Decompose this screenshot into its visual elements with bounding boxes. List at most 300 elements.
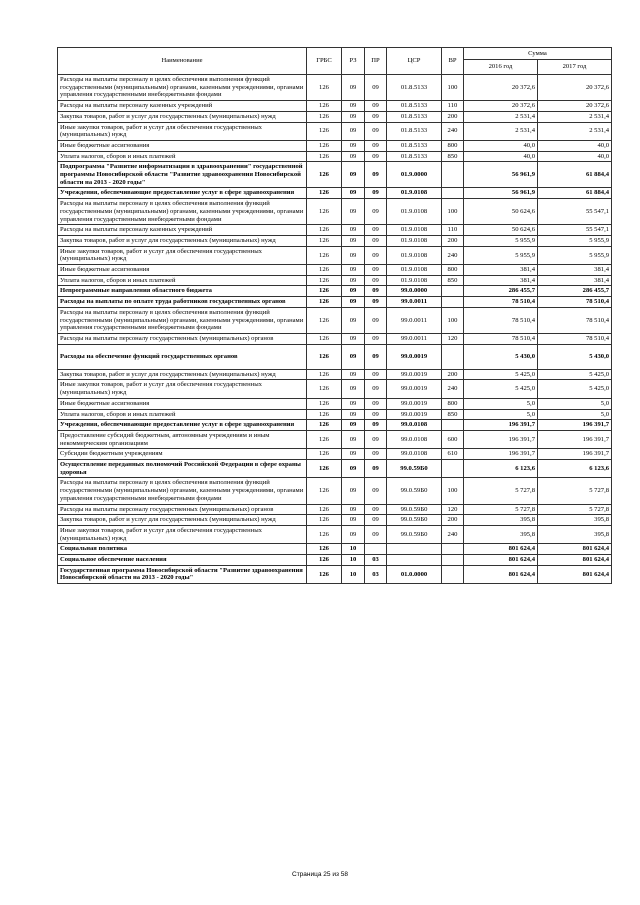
cell-sum-2017: 55 547,1 — [538, 199, 612, 225]
table-row — [58, 199, 612, 225]
cell-name: Иные закупки товаров, работ и услуг для обеспечения государственных (муниципальных) нужд — [58, 380, 307, 398]
cell-sum-2016: 5 955,9 — [464, 246, 538, 264]
cell-sum-2017: 286 455,7 — [538, 286, 612, 297]
cell-sum-2017: 5 425,0 — [538, 369, 612, 380]
cell-sum-2017: 6 123,6 — [538, 460, 612, 478]
cell-sum-2017: 5 727,8 — [538, 478, 612, 504]
table-header — [58, 48, 612, 75]
cell-vr: 240 — [442, 246, 464, 264]
cell-pr: 09 — [365, 398, 387, 409]
cell-rz: 09 — [342, 504, 365, 515]
cell-pr: 09 — [365, 111, 387, 122]
header-year-2017: 2017 год — [538, 60, 612, 75]
cell-sum-2016: 50 624,6 — [464, 199, 538, 225]
cell-name: Иные бюджетные ассигнования — [58, 265, 307, 276]
cell-vr — [442, 286, 464, 297]
cell-sum-2016: 2 531,4 — [464, 122, 538, 140]
cell-sum-2016: 5,0 — [464, 409, 538, 420]
cell-vr — [442, 460, 464, 478]
cell-rz: 09 — [342, 122, 365, 140]
cell-vr — [442, 188, 464, 199]
table-row — [58, 555, 612, 566]
cell-name: Закупка товаров, работ и услуг для государственных (муниципальных) нужд — [58, 369, 307, 380]
cell-name: Закупка товаров, работ и услуг для государственных (муниципальных) нужд — [58, 515, 307, 526]
table-row — [58, 297, 612, 308]
table-row — [58, 188, 612, 199]
cell-rz: 09 — [342, 525, 365, 543]
cell-sum-2017: 5,0 — [538, 409, 612, 420]
cell-vr: 600 — [442, 430, 464, 448]
cell-grbs: 126 — [307, 525, 342, 543]
table-row — [58, 504, 612, 515]
cell-grbs: 126 — [307, 265, 342, 276]
table-row — [58, 246, 612, 264]
cell-sum-2016: 196 391,7 — [464, 449, 538, 460]
cell-csr: 99.0.0011 — [387, 297, 442, 308]
cell-sum-2017: 40,0 — [538, 140, 612, 151]
cell-vr — [442, 565, 464, 583]
cell-sum-2016: 5,0 — [464, 398, 538, 409]
cell-pr: 09 — [365, 333, 387, 344]
table-row — [58, 460, 612, 478]
cell-sum-2016: 2 531,4 — [464, 111, 538, 122]
cell-rz: 09 — [342, 75, 365, 101]
table-row — [58, 307, 612, 333]
cell-name: Иные бюджетные ассигнования — [58, 140, 307, 151]
cell-rz: 09 — [342, 225, 365, 236]
cell-sum-2017: 78 510,4 — [538, 307, 612, 333]
table-row — [58, 398, 612, 409]
cell-sum-2017: 55 547,1 — [538, 225, 612, 236]
cell-grbs: 126 — [307, 188, 342, 199]
cell-rz: 10 — [342, 555, 365, 566]
cell-sum-2016: 6 123,6 — [464, 460, 538, 478]
cell-name: Социальная политика — [58, 544, 307, 555]
cell-vr — [442, 555, 464, 566]
cell-sum-2016: 78 510,4 — [464, 333, 538, 344]
cell-csr: 99.0.0019 — [387, 369, 442, 380]
cell-vr: 850 — [442, 275, 464, 286]
cell-grbs: 126 — [307, 111, 342, 122]
cell-rz: 09 — [342, 420, 365, 431]
cell-sum-2016: 286 455,7 — [464, 286, 538, 297]
table-row — [58, 275, 612, 286]
cell-rz: 09 — [342, 515, 365, 526]
cell-rz: 09 — [342, 297, 365, 308]
cell-name: Осуществление переданных полномочий Российской Федерации в сфере охраны здоровья — [58, 460, 307, 478]
cell-csr: 99.0.0019 — [387, 380, 442, 398]
cell-name: Иные бюджетные ассигнования — [58, 398, 307, 409]
cell-vr — [442, 297, 464, 308]
cell-grbs: 126 — [307, 544, 342, 555]
cell-pr: 09 — [365, 235, 387, 246]
cell-grbs: 126 — [307, 333, 342, 344]
cell-sum-2016: 801 624,4 — [464, 555, 538, 566]
cell-csr: 01.9.0108 — [387, 246, 442, 264]
cell-name: Расходы на выплаты персоналу казенных учреждений — [58, 225, 307, 236]
header-csr: ЦСР — [387, 48, 442, 75]
cell-sum-2017: 78 510,4 — [538, 297, 612, 308]
cell-csr — [387, 555, 442, 566]
cell-grbs: 126 — [307, 225, 342, 236]
cell-sum-2016: 801 624,4 — [464, 565, 538, 583]
cell-name: Предоставление субсидий бюджетным, автономным учреждениям и иным некоммерческим организациям — [58, 430, 307, 448]
cell-vr — [442, 162, 464, 188]
cell-sum-2016: 196 391,7 — [464, 420, 538, 431]
table-row — [58, 409, 612, 420]
cell-pr: 09 — [365, 380, 387, 398]
cell-grbs: 126 — [307, 275, 342, 286]
cell-grbs: 126 — [307, 151, 342, 162]
cell-grbs: 126 — [307, 409, 342, 420]
cell-sum-2016: 381,4 — [464, 275, 538, 286]
cell-csr: 01.8.5133 — [387, 151, 442, 162]
cell-name: Иные закупки товаров, работ и услуг для обеспечения государственных (муниципальных) нужд — [58, 246, 307, 264]
table-row — [58, 75, 612, 101]
cell-pr: 09 — [365, 101, 387, 112]
cell-vr: 240 — [442, 525, 464, 543]
cell-name: Закупка товаров, работ и услуг для государственных (муниципальных) нужд — [58, 111, 307, 122]
cell-name: Расходы на выплаты персоналу в целях обеспечения выполнения функций государственными (муниципальными) органами, казенными учреждениями, органами управления государственными внебюджетными фондами — [58, 307, 307, 333]
cell-pr: 09 — [365, 369, 387, 380]
cell-grbs: 126 — [307, 246, 342, 264]
cell-vr — [442, 344, 464, 369]
cell-csr: 99.0.59Б0 — [387, 478, 442, 504]
cell-pr: 09 — [365, 286, 387, 297]
cell-vr: 800 — [442, 140, 464, 151]
table-row — [58, 122, 612, 140]
table-row — [58, 449, 612, 460]
cell-name: Расходы на выплаты персоналу в целях обеспечения выполнения функций государственными (муниципальными) органами, казенными учреждениями, органами управления государственными внебюджетными фондами — [58, 75, 307, 101]
cell-rz: 09 — [342, 151, 365, 162]
cell-csr: 99.0.0108 — [387, 430, 442, 448]
cell-name: Расходы на обеспечение функций государственных органов — [58, 344, 307, 369]
cell-name: Социальное обеспечение населения — [58, 555, 307, 566]
cell-csr: 99.0.0019 — [387, 398, 442, 409]
cell-grbs: 126 — [307, 565, 342, 583]
cell-pr: 03 — [365, 555, 387, 566]
cell-sum-2017: 801 624,4 — [538, 555, 612, 566]
cell-sum-2017: 20 372,6 — [538, 75, 612, 101]
cell-sum-2017: 395,8 — [538, 525, 612, 543]
cell-pr: 09 — [365, 460, 387, 478]
table-body — [58, 75, 612, 584]
cell-name: Уплата налогов, сборов и иных платежей — [58, 409, 307, 420]
cell-pr: 09 — [365, 246, 387, 264]
cell-grbs: 126 — [307, 504, 342, 515]
cell-sum-2017: 61 884,4 — [538, 188, 612, 199]
cell-grbs: 126 — [307, 398, 342, 409]
cell-csr: 01.9.0000 — [387, 162, 442, 188]
cell-sum-2016: 395,8 — [464, 515, 538, 526]
cell-vr: 110 — [442, 101, 464, 112]
cell-sum-2016: 5 727,8 — [464, 478, 538, 504]
cell-grbs: 126 — [307, 420, 342, 431]
cell-csr: 99.0.0108 — [387, 420, 442, 431]
header-year-2016: 2016 год — [464, 60, 538, 75]
cell-sum-2017: 5 955,9 — [538, 246, 612, 264]
cell-sum-2016: 381,4 — [464, 265, 538, 276]
cell-rz: 09 — [342, 246, 365, 264]
cell-csr: 99.0.0011 — [387, 307, 442, 333]
table-row — [58, 162, 612, 188]
cell-pr: 03 — [365, 565, 387, 583]
cell-sum-2016: 196 391,7 — [464, 430, 538, 448]
cell-grbs: 126 — [307, 430, 342, 448]
cell-name: Иные закупки товаров, работ и услуг для обеспечения государственных (муниципальных) нужд — [58, 525, 307, 543]
cell-sum-2016: 5 430,0 — [464, 344, 538, 369]
cell-sum-2017: 5 425,0 — [538, 380, 612, 398]
cell-vr: 200 — [442, 235, 464, 246]
cell-rz: 09 — [342, 460, 365, 478]
cell-name: Закупка товаров, работ и услуг для государственных (муниципальных) нужд — [58, 235, 307, 246]
table-row — [58, 344, 612, 369]
cell-rz: 09 — [342, 199, 365, 225]
cell-grbs: 126 — [307, 307, 342, 333]
cell-name: Расходы на выплаты по оплате труда работников государственных органов — [58, 297, 307, 308]
cell-csr: 99.0.59Б0 — [387, 504, 442, 515]
cell-sum-2017: 381,4 — [538, 265, 612, 276]
cell-grbs: 126 — [307, 140, 342, 151]
cell-rz: 09 — [342, 162, 365, 188]
cell-sum-2016: 395,8 — [464, 525, 538, 543]
cell-pr: 09 — [365, 188, 387, 199]
cell-csr: 01.9.0108 — [387, 235, 442, 246]
cell-csr: 99.0.0108 — [387, 449, 442, 460]
cell-vr: 100 — [442, 75, 464, 101]
cell-vr: 100 — [442, 307, 464, 333]
cell-rz: 09 — [342, 398, 365, 409]
cell-sum-2017: 801 624,4 — [538, 565, 612, 583]
cell-grbs: 126 — [307, 235, 342, 246]
cell-name: Расходы на выплаты персоналу государственных (муниципальных) органов — [58, 504, 307, 515]
cell-csr: 01.9.0108 — [387, 199, 442, 225]
cell-vr: 120 — [442, 333, 464, 344]
cell-pr: 09 — [365, 525, 387, 543]
cell-csr: 99.0.0011 — [387, 333, 442, 344]
cell-vr: 120 — [442, 504, 464, 515]
cell-sum-2017: 395,8 — [538, 515, 612, 526]
cell-sum-2017: 801 624,4 — [538, 544, 612, 555]
cell-pr: 09 — [365, 478, 387, 504]
cell-sum-2016: 20 372,6 — [464, 75, 538, 101]
table-row — [58, 380, 612, 398]
header-rz: РЗ — [342, 48, 365, 75]
cell-grbs: 126 — [307, 380, 342, 398]
cell-pr: 09 — [365, 307, 387, 333]
cell-name: Учреждения, обеспечивающие предоставление услуг в сфере здравоохранения — [58, 420, 307, 431]
cell-vr: 240 — [442, 122, 464, 140]
cell-rz: 09 — [342, 265, 365, 276]
header-name: Наименование — [58, 48, 307, 75]
cell-sum-2016: 40,0 — [464, 151, 538, 162]
cell-pr: 09 — [365, 162, 387, 188]
cell-grbs: 126 — [307, 101, 342, 112]
cell-rz: 09 — [342, 111, 365, 122]
cell-sum-2017: 196 391,7 — [538, 420, 612, 431]
cell-sum-2017: 5 727,8 — [538, 504, 612, 515]
cell-pr: 09 — [365, 449, 387, 460]
cell-sum-2017: 196 391,7 — [538, 430, 612, 448]
cell-name: Уплата налогов, сборов и иных платежей — [58, 151, 307, 162]
cell-grbs: 126 — [307, 122, 342, 140]
cell-sum-2016: 56 961,9 — [464, 162, 538, 188]
cell-rz: 09 — [342, 449, 365, 460]
cell-sum-2017: 5,0 — [538, 398, 612, 409]
cell-rz: 09 — [342, 286, 365, 297]
cell-pr: 09 — [365, 275, 387, 286]
cell-csr: 01.0.0000 — [387, 565, 442, 583]
cell-sum-2017: 40,0 — [538, 151, 612, 162]
cell-vr: 100 — [442, 199, 464, 225]
cell-grbs: 126 — [307, 344, 342, 369]
cell-csr: 01.9.0108 — [387, 225, 442, 236]
cell-grbs: 126 — [307, 286, 342, 297]
header-vr: ВР — [442, 48, 464, 75]
cell-pr: 09 — [365, 199, 387, 225]
cell-vr: 240 — [442, 380, 464, 398]
table-row — [58, 151, 612, 162]
table-row — [58, 478, 612, 504]
table-row — [58, 265, 612, 276]
cell-rz: 09 — [342, 409, 365, 420]
table-row — [58, 430, 612, 448]
cell-pr: 09 — [365, 225, 387, 236]
cell-csr: 01.9.0108 — [387, 188, 442, 199]
cell-name: Расходы на выплаты персоналу государственных (муниципальных) органов — [58, 333, 307, 344]
table-row — [58, 333, 612, 344]
cell-csr: 01.8.5133 — [387, 111, 442, 122]
table-row — [58, 420, 612, 431]
cell-sum-2017: 5 430,0 — [538, 344, 612, 369]
cell-sum-2017: 5 955,9 — [538, 235, 612, 246]
cell-pr: 09 — [365, 430, 387, 448]
cell-grbs: 126 — [307, 449, 342, 460]
cell-rz: 10 — [342, 544, 365, 555]
cell-name: Учреждения, обеспечивающие предоставление услуг в сфере здравоохранения — [58, 188, 307, 199]
cell-sum-2016: 5 425,0 — [464, 369, 538, 380]
cell-pr: 09 — [365, 122, 387, 140]
cell-rz: 09 — [342, 369, 365, 380]
cell-rz: 09 — [342, 344, 365, 369]
cell-csr: 01.8.5133 — [387, 122, 442, 140]
cell-pr: 09 — [365, 75, 387, 101]
cell-name: Расходы на выплаты персоналу казенных учреждений — [58, 101, 307, 112]
cell-grbs: 126 — [307, 478, 342, 504]
cell-grbs: 126 — [307, 199, 342, 225]
cell-csr: 99.0.59Б0 — [387, 515, 442, 526]
table-row — [58, 565, 612, 583]
cell-sum-2017: 2 531,4 — [538, 111, 612, 122]
cell-name: Подпрограмма "Развитие информатизации в здравоохранении" государственной программы Новосибирской области "Развитие здравоохранения Новосибирской области на 2013 - 2020 годы" — [58, 162, 307, 188]
cell-pr: 09 — [365, 151, 387, 162]
cell-rz: 09 — [342, 235, 365, 246]
cell-csr: 99.0.59Б0 — [387, 460, 442, 478]
table-row — [58, 235, 612, 246]
cell-vr: 200 — [442, 515, 464, 526]
table-row — [58, 101, 612, 112]
cell-name: Государственная программа Новосибирской области "Развитие здравоохранения Новосибирской области на 2013 - 2020 годы" — [58, 565, 307, 583]
table-row — [58, 544, 612, 555]
cell-pr: 09 — [365, 504, 387, 515]
cell-rz: 09 — [342, 307, 365, 333]
cell-name: Расходы на выплаты персоналу в целях обеспечения выполнения функций государственными (муниципальными) органами, казенными учреждениями, органами управления государственными внебюджетными фондами — [58, 199, 307, 225]
cell-rz: 09 — [342, 188, 365, 199]
cell-pr: 09 — [365, 409, 387, 420]
cell-grbs: 126 — [307, 75, 342, 101]
cell-pr: 09 — [365, 140, 387, 151]
cell-vr: 100 — [442, 478, 464, 504]
cell-csr: 99.0.0000 — [387, 286, 442, 297]
cell-pr: 09 — [365, 297, 387, 308]
cell-sum-2016: 5 727,8 — [464, 504, 538, 515]
cell-grbs: 126 — [307, 369, 342, 380]
cell-vr: 110 — [442, 225, 464, 236]
cell-name: Расходы на выплаты персоналу в целях обеспечения выполнения функций государственными (муниципальными) органами, казенными учреждениями, органами управления государственными внебюджетными фондами — [58, 478, 307, 504]
header-pr: ПР — [365, 48, 387, 75]
cell-sum-2017: 381,4 — [538, 275, 612, 286]
cell-csr: 99.0.0019 — [387, 409, 442, 420]
cell-sum-2016: 78 510,4 — [464, 297, 538, 308]
cell-vr: 200 — [442, 111, 464, 122]
cell-rz: 09 — [342, 101, 365, 112]
cell-sum-2016: 801 624,4 — [464, 544, 538, 555]
cell-csr: 99.0.59Б0 — [387, 525, 442, 543]
cell-rz: 09 — [342, 478, 365, 504]
cell-sum-2017: 20 372,6 — [538, 101, 612, 112]
cell-csr — [387, 544, 442, 555]
cell-csr: 01.9.0108 — [387, 265, 442, 276]
cell-grbs: 126 — [307, 162, 342, 188]
cell-vr: 800 — [442, 265, 464, 276]
cell-pr: 09 — [365, 265, 387, 276]
cell-csr: 01.8.5133 — [387, 140, 442, 151]
cell-sum-2016: 50 624,6 — [464, 225, 538, 236]
table-row — [58, 286, 612, 297]
header-grbs: ГРБС — [307, 48, 342, 75]
cell-sum-2017: 78 510,4 — [538, 333, 612, 344]
table-row — [58, 140, 612, 151]
table-row — [58, 369, 612, 380]
cell-vr: 200 — [442, 369, 464, 380]
cell-grbs: 126 — [307, 297, 342, 308]
cell-csr: 99.0.0019 — [387, 344, 442, 369]
cell-grbs: 126 — [307, 515, 342, 526]
table-row — [58, 525, 612, 543]
cell-grbs: 126 — [307, 460, 342, 478]
cell-name: Уплата налогов, сборов и иных платежей — [58, 275, 307, 286]
table-row — [58, 111, 612, 122]
cell-rz: 09 — [342, 380, 365, 398]
budget-table — [57, 47, 612, 584]
cell-vr — [442, 420, 464, 431]
cell-sum-2016: 78 510,4 — [464, 307, 538, 333]
cell-csr: 01.8.5133 — [387, 75, 442, 101]
cell-rz: 09 — [342, 140, 365, 151]
cell-sum-2016: 56 961,9 — [464, 188, 538, 199]
cell-vr: 850 — [442, 409, 464, 420]
cell-sum-2017: 2 531,4 — [538, 122, 612, 140]
cell-rz: 09 — [342, 275, 365, 286]
cell-rz: 09 — [342, 333, 365, 344]
cell-pr — [365, 544, 387, 555]
cell-sum-2016: 40,0 — [464, 140, 538, 151]
page-number: Страница 25 из 58 — [292, 871, 348, 878]
cell-vr: 610 — [442, 449, 464, 460]
cell-name: Непрограммные направления областного бюджета — [58, 286, 307, 297]
cell-sum-2016: 5 425,0 — [464, 380, 538, 398]
cell-name: Иные закупки товаров, работ и услуг для обеспечения государственных (муниципальных) нужд — [58, 122, 307, 140]
